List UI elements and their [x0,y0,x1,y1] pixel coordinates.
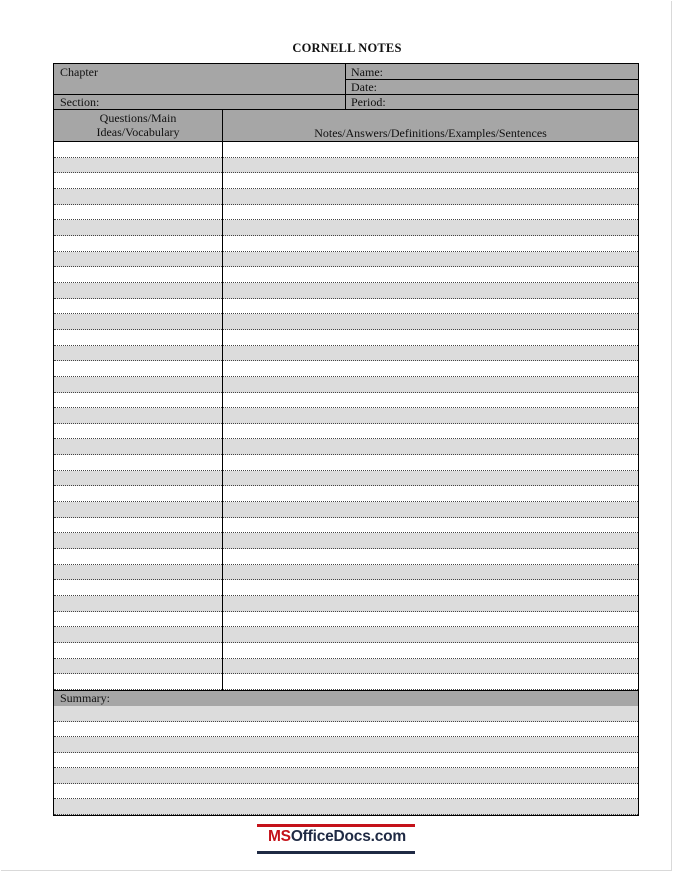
ruled-line[interactable] [54,784,638,800]
ruled-line[interactable] [223,627,638,643]
ruled-line[interactable] [223,565,638,581]
ruled-line[interactable] [54,439,222,455]
ruled-line[interactable] [54,158,222,174]
logo-bar-top [257,824,415,827]
ruled-line[interactable] [54,722,638,738]
ruled-line[interactable] [54,346,222,362]
ruled-line[interactable] [54,236,222,252]
chapter-label: Chapter [60,65,98,79]
ruled-line[interactable] [223,205,638,221]
ruled-line[interactable] [54,205,222,221]
ruled-line[interactable] [223,173,638,189]
ruled-line[interactable] [223,158,638,174]
page-title: CORNELL NOTES [292,41,402,55]
ruled-line[interactable] [223,659,638,675]
ruled-line[interactable] [223,455,638,471]
ruled-line[interactable] [54,283,222,299]
ruled-line[interactable] [223,142,638,158]
ruled-line[interactable] [54,612,222,628]
ruled-line[interactable] [54,643,222,659]
ruled-line[interactable] [54,627,222,643]
ruled-line[interactable] [223,596,638,612]
section-label: Section: [60,95,100,109]
ruled-line[interactable] [223,189,638,205]
ruled-line[interactable] [223,643,638,659]
ruled-line[interactable] [54,674,222,690]
ruled-line[interactable] [54,768,638,784]
ruled-line[interactable] [223,486,638,502]
ruled-line[interactable] [54,267,222,283]
ruled-line[interactable] [223,393,638,409]
ruled-line[interactable] [54,737,638,753]
notes-column-lines[interactable] [223,142,638,690]
msofficedocs-logo [257,824,417,856]
logo-rest: OfficeDocs.com [290,828,407,845]
ruled-line[interactable] [223,502,638,518]
questions-column-header [54,110,223,142]
questions-header-line-2: Ideas/Vocabulary [96,125,180,139]
questions-column-lines[interactable] [54,142,223,690]
ruled-line[interactable] [54,471,222,487]
ruled-line[interactable] [54,799,638,815]
summary-lines[interactable] [54,706,638,815]
ruled-line[interactable] [223,252,638,268]
ruled-line[interactable] [54,314,222,330]
ruled-line[interactable] [54,659,222,675]
period-field[interactable] [346,95,638,110]
ruled-line[interactable] [223,424,638,440]
ruled-line[interactable] [223,330,638,346]
ruled-line[interactable] [54,393,222,409]
ruled-line[interactable] [223,299,638,315]
ruled-line[interactable] [223,283,638,299]
section-field[interactable] [54,95,346,110]
ruled-line[interactable] [54,518,222,534]
ruled-line[interactable] [54,330,222,346]
ruled-line[interactable] [223,377,638,393]
ruled-line[interactable] [54,142,222,158]
ruled-line[interactable] [223,267,638,283]
ruled-line[interactable] [54,220,222,236]
ruled-line[interactable] [54,455,222,471]
ruled-line[interactable] [54,753,638,769]
ruled-line[interactable] [223,471,638,487]
ruled-line[interactable] [54,486,222,502]
ruled-line[interactable] [223,314,638,330]
ruled-line[interactable] [223,408,638,424]
ruled-line[interactable] [54,252,222,268]
ruled-line[interactable] [54,377,222,393]
ruled-line[interactable] [223,220,638,236]
ruled-line[interactable] [223,439,638,455]
name-label: Name: [351,65,383,79]
ruled-line[interactable] [54,189,222,205]
notes-column-header [223,110,638,142]
ruled-line[interactable] [54,424,222,440]
ruled-line[interactable] [54,361,222,377]
period-label: Period: [351,95,386,109]
ruled-line[interactable] [223,549,638,565]
logo-ms: MS [267,828,291,845]
logo-bar-bottom [257,851,415,854]
ruled-line[interactable] [54,580,222,596]
ruled-line[interactable] [54,408,222,424]
ruled-line[interactable] [223,346,638,362]
date-label: Date: [351,80,377,94]
ruled-line[interactable] [223,674,638,690]
ruled-line[interactable] [54,565,222,581]
ruled-line[interactable] [54,173,222,189]
ruled-line[interactable] [223,580,638,596]
summary-header [54,690,638,706]
questions-header-line-1: Questions/Main [99,111,177,125]
name-field[interactable] [346,64,638,80]
logo-text [257,828,417,846]
ruled-line[interactable] [54,533,222,549]
summary-label: Summary: [60,691,110,705]
date-field[interactable] [346,80,638,95]
cornell-notes-table [53,63,639,816]
ruled-line[interactable] [54,299,222,315]
ruled-line[interactable] [54,596,222,612]
ruled-line[interactable] [223,533,638,549]
ruled-line[interactable] [223,361,638,377]
ruled-line[interactable] [54,549,222,565]
ruled-line[interactable] [223,612,638,628]
chapter-field[interactable] [54,64,346,95]
ruled-line[interactable] [54,706,638,722]
ruled-line[interactable] [223,236,638,252]
ruled-line[interactable] [223,518,638,534]
ruled-line[interactable] [54,502,222,518]
notes-header-label: Notes/Answers/Definitions/Examples/Sentences [314,126,547,140]
